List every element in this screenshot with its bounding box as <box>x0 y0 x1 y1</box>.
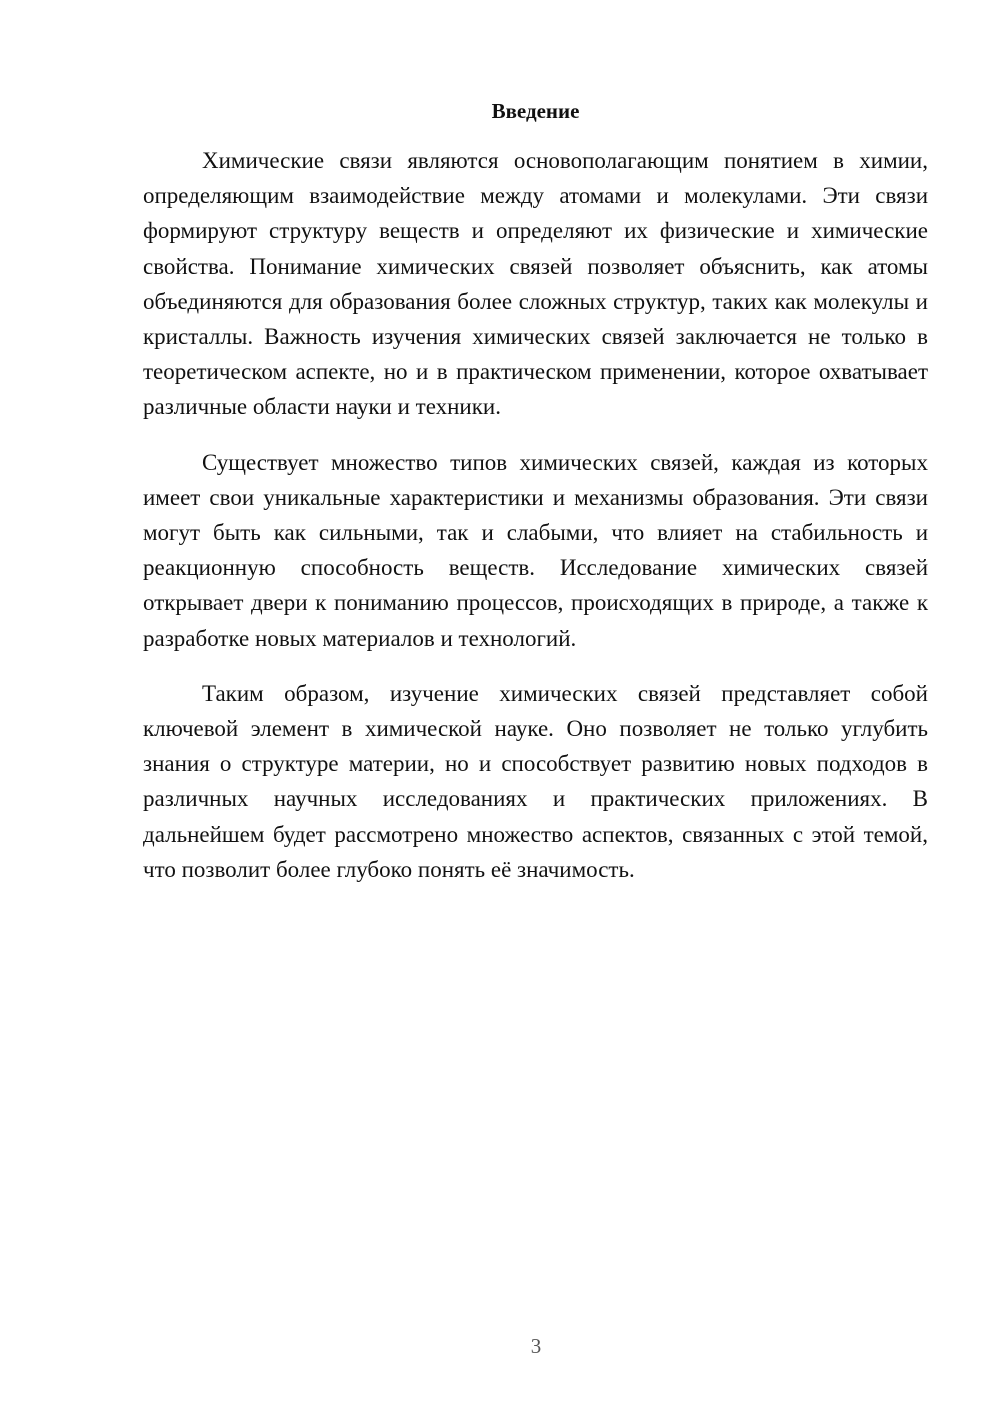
paragraph-2: Существует множество типов химических связей, каждая из которых имеет свои уникальные характеристики и механизмы образования. Эти связи могут быть как сильными, так и слабыми, что влияет на стабильность и реакционную способность веществ. Исследование химических связей открывает двери к пониманию процессов, происходящих в природе, а также к разработке новых материалов и технологий. <box>143 449 928 651</box>
page-number: 3 <box>530 1334 542 1358</box>
paragraph-3: Таким образом, изучение химических связей представляет собой ключевой элемент в химической науке. Оно позволяет не только углубить знания о структуре материи, но и способствует развитию новых подходов в различных научных исследованиях и практических приложениях. В дальнейшем будет рассмотрено множество аспектов, связанных с этой темой, что позволит более глубоко понять её значимость. <box>143 680 928 882</box>
body-text <box>143 143 928 907</box>
paragraph-1: Химические связи являются основополагающим понятием в химии, определяющим взаимодействие между атомами и молекулами. Эти связи формируют структуру веществ и определяют их физические и химические свойства. Понимание химических связей позволяет объяснить, как атомы объединяются для образования более сложных структур, таких как молекулы и кристаллы. Важность изучения химических связей заключается не только в теоретическом аспекте, но и в практическом применении, которое охватывает различные области науки и техники. <box>143 148 928 420</box>
section-title: Введение <box>491 99 580 123</box>
